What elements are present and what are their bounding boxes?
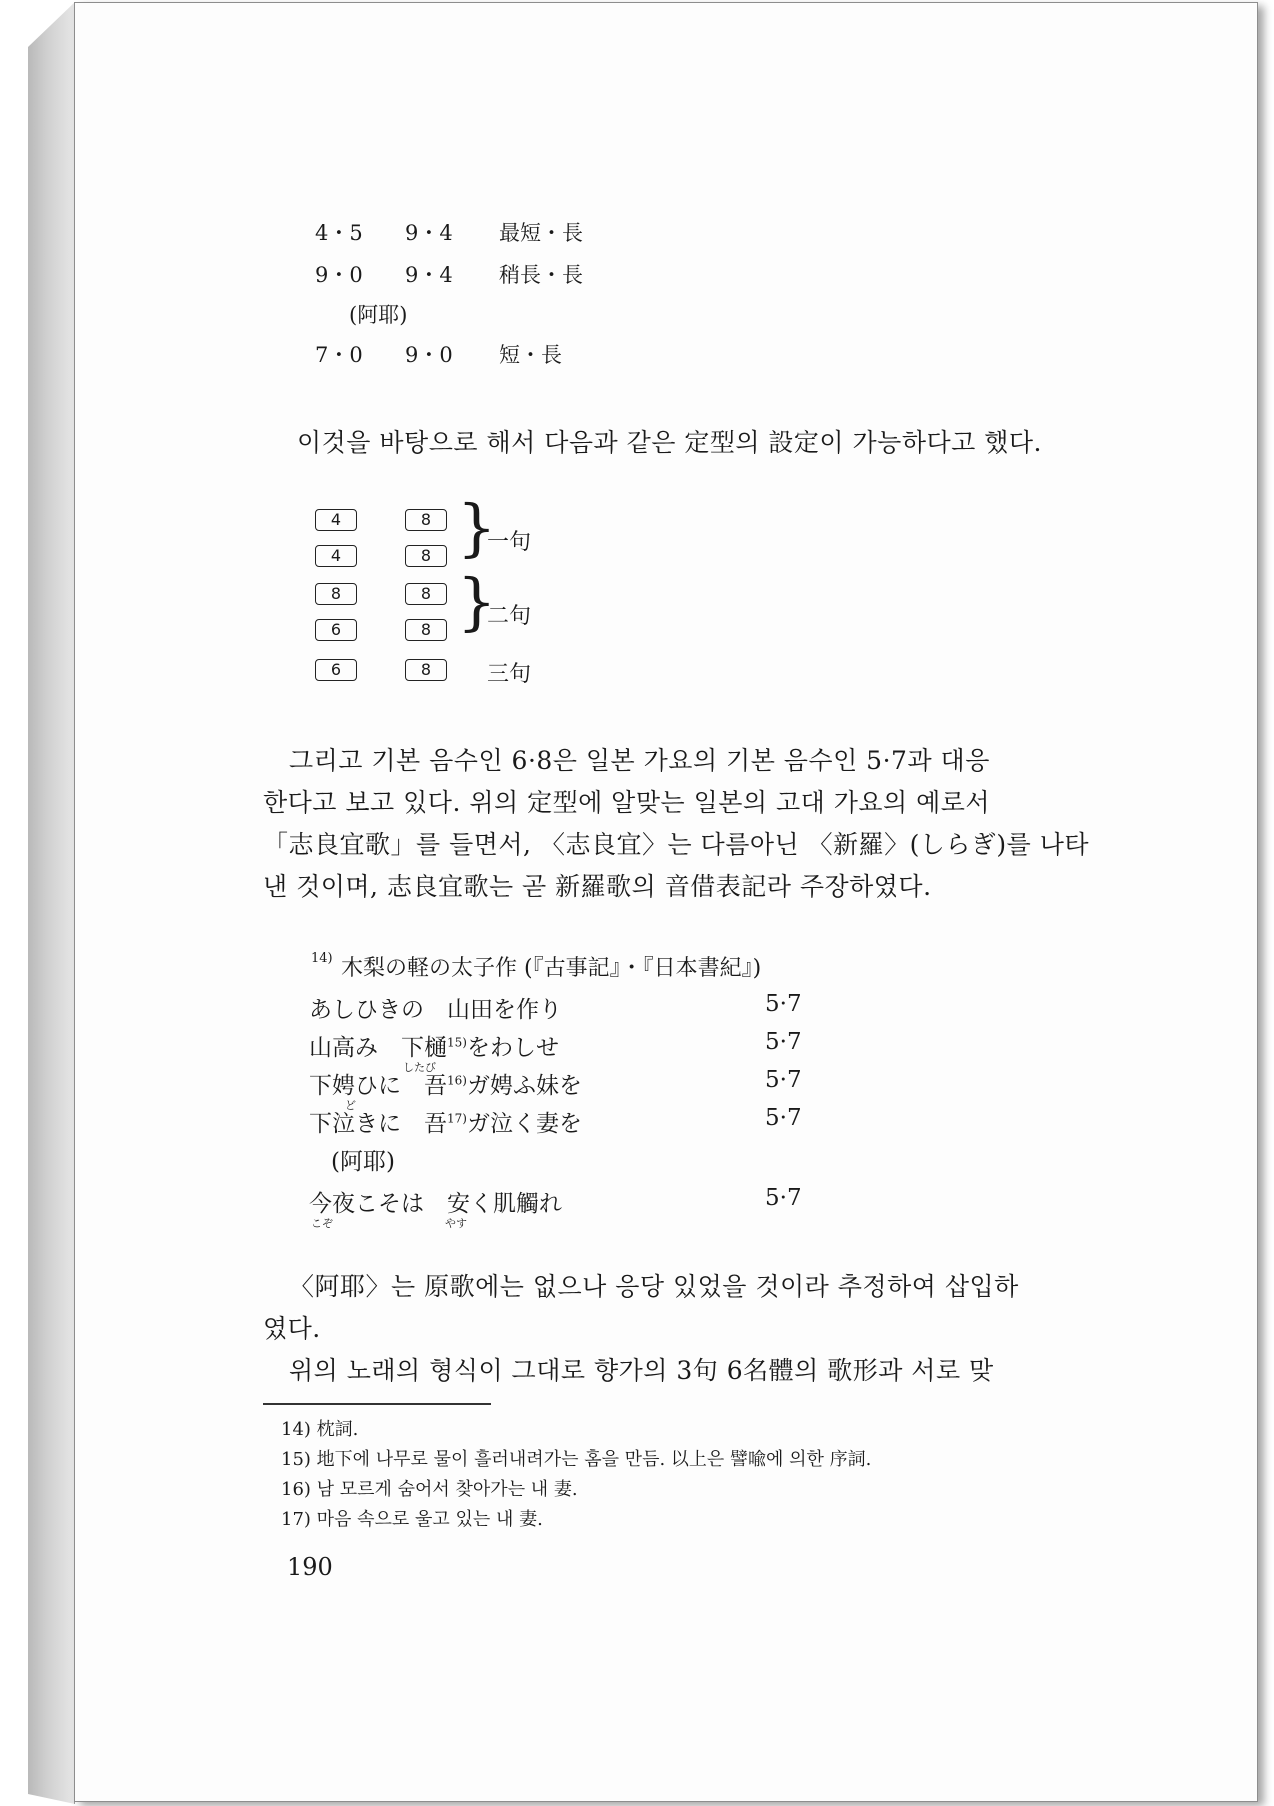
poem-line-rest: ガ娉ふ妹を	[466, 1073, 582, 1099]
table-row-1-a: 4・5	[315, 221, 363, 245]
schema-box: 4	[315, 509, 357, 531]
intro-sentence: 이것을 바탕으로 해서 다음과 같은 定型의 設定이 가능하다고 했다.	[297, 428, 1042, 457]
footnote: 17) 마음 속으로 울고 있는 내 妻.	[281, 1509, 543, 1530]
poem-line	[309, 991, 562, 1024]
schema-box: 8	[405, 545, 447, 567]
ruby-annotation: したび	[403, 1061, 436, 1074]
table-row-1-c: 最短・長	[499, 221, 583, 245]
footnote: 16) 남 모르게 숨어서 찾아가는 내 妻.	[281, 1479, 578, 1500]
ruby-annotation: やす	[445, 1217, 467, 1230]
ruby-annotation: ど	[345, 1099, 356, 1112]
footnote-ref: 17)	[447, 1111, 467, 1126]
poem-line	[309, 1105, 582, 1138]
poem-title: 木梨の軽の太子作 (『古事記』・『日本書紀』)	[341, 956, 762, 981]
table-row-1-b: 9・4	[405, 221, 453, 245]
footnote: 15) 地下에 나무로 물이 흘러내려가는 홈을 만듬. 以上은 譬喩에 의한 序詞.	[281, 1449, 872, 1470]
poem-meter: 5·7	[765, 1067, 802, 1093]
page-number: 190	[287, 1553, 333, 1581]
table-row-3-c: 短・長	[499, 343, 562, 367]
poem-line-text: あしひきの 山田を作り	[309, 997, 562, 1023]
table-row-note: (阿耶)	[349, 303, 408, 327]
paragraph-line: 위의 노래의 형식이 그대로 향가의 3句 6名體의 歌形과 서로 맞	[289, 1356, 994, 1385]
poem-line	[309, 1185, 562, 1218]
book-page	[74, 2, 1258, 1802]
paragraph-line: 〈阿耶〉는 原歌에는 없으나 응당 있었을 것이라 추정하여 삽입하	[289, 1272, 1019, 1301]
paragraph-line: 그리고 기본 음수인 6·8은 일본 가요의 기본 음수인 5·7과 대응	[289, 746, 990, 775]
schema-box: 6	[315, 659, 357, 681]
ruby-annotation: こぞ	[311, 1217, 333, 1230]
paragraph-line: 「志良宜歌」를 들면서, 〈志良宜〉는 다름아닌 〈新羅〉(しらぎ)를 나타	[263, 830, 1089, 859]
paragraph-line: 한다고 보고 있다. 위의 定型에 알맞는 일본의 고대 가요의 예로서	[263, 788, 991, 817]
schema-box: 4	[315, 545, 357, 567]
poem-line-text: 山高み 下樋	[309, 1035, 447, 1061]
schema-box: 8	[315, 583, 357, 605]
poem-meter: 5·7	[765, 1029, 802, 1055]
table-row-3-b: 9・0	[405, 343, 453, 367]
brace-icon: }	[457, 565, 497, 638]
poem-line-text: 今夜こそは 安く肌觸れ	[309, 1191, 562, 1217]
table-row-3-a: 7・0	[315, 343, 363, 367]
label-ku-2: 二句	[487, 604, 532, 629]
poem-line-rest: をわしせ	[466, 1035, 559, 1061]
paragraph-line: 였다.	[263, 1314, 321, 1343]
poem-meter: 5·7	[765, 1105, 802, 1131]
poem-line	[309, 1067, 582, 1100]
label-ku-3: 三句	[487, 662, 532, 687]
paragraph-line: 낸 것이며, 志良宜歌는 곧 新羅歌의 音借表記라 주장하였다.	[263, 872, 932, 901]
brace-icon: }	[457, 491, 497, 564]
schema-box: 8	[405, 659, 447, 681]
footnote-ref: 15)	[447, 1035, 467, 1050]
schema-box: 8	[405, 509, 447, 531]
poem-line-text: 下娉ひに 吾	[309, 1073, 447, 1099]
footnote: 14) 枕詞.	[281, 1419, 359, 1440]
schema-box: 8	[405, 619, 447, 641]
footnote-ref: 16)	[447, 1073, 467, 1088]
schema-box: 6	[315, 619, 357, 641]
book-spine-edge	[28, 2, 75, 1804]
poem-meter: 5·7	[765, 991, 802, 1017]
poem-footnote-marker: 14)	[311, 951, 333, 966]
poem-line-rest: ガ泣く妻を	[466, 1111, 582, 1137]
table-row-2-a: 9・0	[315, 263, 363, 287]
poem-line-note: (阿耶)	[331, 1149, 395, 1175]
poem-meter: 5·7	[765, 1185, 802, 1211]
table-row-2-b: 9・4	[405, 263, 453, 287]
footnote-divider	[263, 1403, 491, 1405]
poem-line-text: 下泣きに 吾	[309, 1111, 447, 1137]
poem-line	[309, 1029, 559, 1062]
table-row-2-c: 稍長・長	[499, 263, 583, 287]
label-ku-1: 一句	[487, 530, 532, 555]
schema-box: 8	[405, 583, 447, 605]
